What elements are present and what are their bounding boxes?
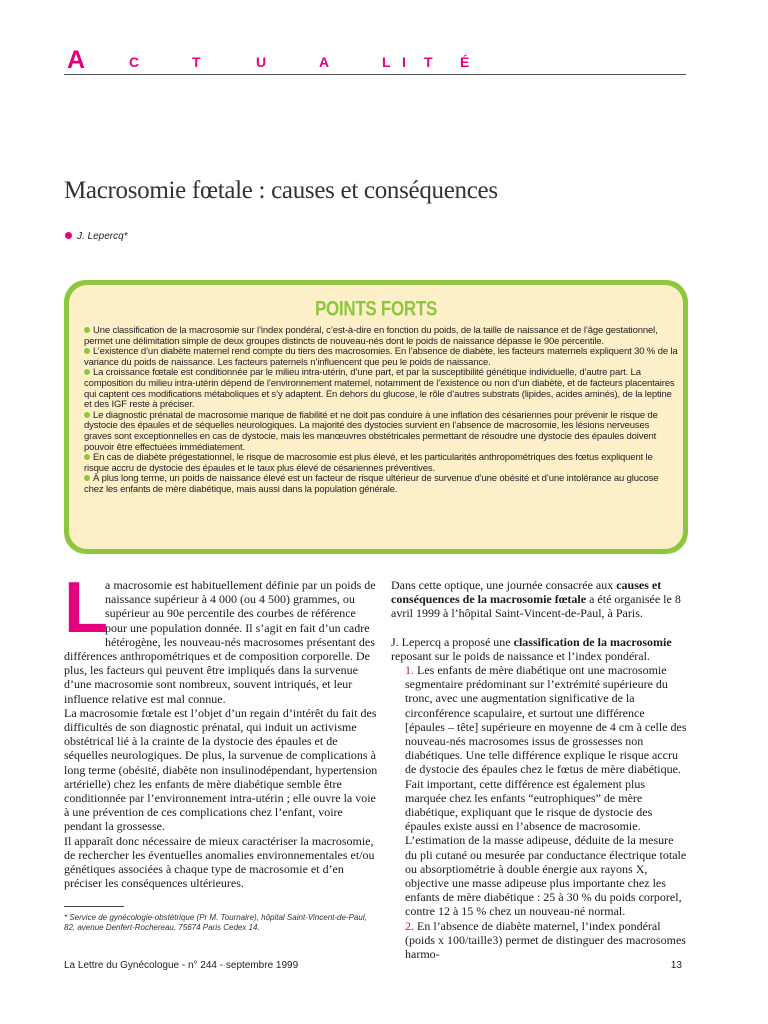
footnote-divider bbox=[64, 906, 124, 907]
green-bullet-icon bbox=[84, 327, 90, 333]
key-points-title: POINTS FORTS bbox=[314, 296, 438, 321]
header-letter: T bbox=[424, 54, 433, 70]
item-number: 1. bbox=[405, 663, 414, 678]
key-point: L’existence d’un diabète maternel rend compte du tiers des macrosomies. En l’absence de diabète, les facteurs maternels expliquent 30 % de la variance du poids de naissance. Les facteurs paternels n’influencent que peu le poids de naissance. bbox=[84, 346, 678, 368]
body-paragraph: J. Lepercq a proposé une classification de la macrosomie reposant sur le poids de naissance et l’index pondéral. bbox=[391, 634, 672, 663]
header-letter: É bbox=[460, 54, 470, 70]
key-points-list bbox=[84, 326, 678, 496]
body-paragraph: Il apparaît donc nécessaire de mieux caractériser la macrosomie, de rechercher les éventuelles anomalies environnementales et/ou génétiques associées à chaque type de macrosomie et d’en préciser les conséquences ultérieures. bbox=[64, 833, 375, 891]
header-letter: A bbox=[319, 54, 330, 70]
header-letter: I bbox=[402, 54, 406, 70]
journal-citation: La Lettre du Gynécologue - n° 244 - septembre 1999 bbox=[64, 960, 299, 971]
left-column bbox=[64, 568, 378, 891]
author-footnote: * Service de gynécologie-obstétrique (Pr M. Tournaire), hôpital Saint-Vincent-de-Paul, 82, avenue Denfert-Rochereau, 75674 Paris Cedex 14. bbox=[64, 913, 367, 932]
item-number: 2. bbox=[405, 918, 414, 933]
header-letter: A bbox=[67, 46, 86, 74]
author-line bbox=[65, 231, 128, 242]
paragraph-gap bbox=[391, 621, 687, 635]
key-points-box bbox=[64, 280, 688, 554]
numbered-item: 2. En l’absence de diabète maternel, l’index pondéral (poids x 100/taille3) permet de distinguer des macrosomes harmo- bbox=[405, 918, 686, 962]
bullet-dot bbox=[65, 232, 72, 239]
key-point: À plus long terme, un poids de naissance élevé est un facteur de risque ultérieur de survenue d’une obésité et d’une intolérance au glucose chez les enfants de mère diabétique, mais aussi dans la population générale. bbox=[84, 473, 659, 495]
green-bullet-icon bbox=[84, 475, 90, 481]
header-letter: L bbox=[382, 54, 391, 70]
header-letter: C bbox=[129, 54, 140, 70]
numbered-item: 1. Les enfants de mère diabétique ont une macrosomie segmentaire prédominant sur l’extrémité supérieure du tronc, avec une augmentation significative de la circonférence scapulaire, et surtout une différence [épaules – tête] supérieure en moyenne de 4 cm à celle des nouveau-nés macrosomes issus de grossesses non diabétiques. Une telle différence explique le risque accru de dystocie des épaules chez le fœtus de mère diabétique. Fait important, cette différence est également plus marquée chez les enfants “eutrophiques” de mère diabétique, expliquant que le risque de dystocie des épaules existe aussi en l’absence de macrosomie. L’estimation de la masse adipeuse, déduite de la mesure du pli cutané ou mesurée par conductance électrique totale ou absorptiométrie à double énergie aux rayons X, objective une masse adipeuse plus importante chez les enfants de mère diabétique : 25 à 30 % du poids corporel, contre 12 à 15 % chez un nouveau-né normal. bbox=[405, 663, 687, 919]
green-bullet-icon bbox=[84, 348, 90, 354]
drop-cap: L bbox=[64, 568, 108, 648]
key-point: La croissance fœtale est conditionnée par le milieu intra-utérin, d’une part, et par la susceptibilité génétique individuelle, d’autre part. La composition du milieu intra-utérin dépend de l’environnement maternel, notamment de l’existence ou non d’un diabète, et de facteurs placentaires qui captent ces modifications métaboliques et s’y adaptent. En dehors du glucose, le rôle d’autres substrats (lipides, acides aminés), de la leptine et des IGF reste à préciser. bbox=[84, 367, 675, 411]
green-bullet-icon bbox=[84, 369, 90, 375]
body-paragraph: La macrosomie fœtale est l’objet d’un regain d’intérêt du fait des difficultés de son diagnostic prénatal, qui induit un activisme obstétrical lié à la crainte de la dystocie des épaules et de séquelles neurologiques. De plus, la survenue de complications à long terme (obésité, diabète non insulinodépendant, hypertension artérielle) chez les enfants de mère diabétique semble être conditionnée par l’environnement intra-utérin ; elle ouvre la voie à une prévention de ces complications chez l’enfant, voire pendant la grossesse. bbox=[64, 705, 378, 834]
body-paragraph: a macrosomie est habituellement définie par un poids de naissance supérieur à 4 000 (ou 4 500) grammes, ou supérieur au 90e percentile des courbes de référence pour une population donnée. Il s’agit en fait d’un cadre hétérogène, les nouveau-nés macrosomes présentant des différences anthropométriques et de composition corporelle. De plus, les facteurs qui peuvent être impliqués dans la survenue d’une macrosomie sont nombreux, souvent intriqués, et leur influence relative est mal connue. bbox=[64, 578, 376, 706]
key-points-panel bbox=[69, 285, 683, 549]
page-number: 13 bbox=[670, 960, 682, 971]
section-header bbox=[64, 46, 686, 75]
green-bullet-icon bbox=[84, 412, 90, 418]
key-point: En cas de diabète prégestationnel, le risque de macrosomie est plus élevé, et les particularités anthropométriques des fœtus expliquent le risque accru de dystocie des épaules et le taux plus élevé de césariennes préventives. bbox=[84, 452, 653, 474]
article-title: Macrosomie fœtale : causes et conséquences bbox=[64, 177, 498, 204]
right-column bbox=[391, 578, 687, 961]
key-point: Le diagnostic prénatal de macrosomie manque de fiabilité et ne doit pas conduire à une inflation des césariennes pour prévenir le risque de dystocie des épaules et de séquelles neurologiques. La majorité des dystocies survient en l’absence de macrosomie, les lésions nerveuses graves sont exceptionnelles en cas de dystocie, mais les manœuvres obstétricales permettant de résoudre une dystocie des épaules doivent pouvoir être effectuées immédiatement. bbox=[84, 409, 658, 453]
green-bullet-icon bbox=[84, 454, 90, 460]
header-letter: T bbox=[192, 54, 201, 70]
header-letter: U bbox=[256, 54, 267, 70]
body-paragraph: Dans cette optique, une journée consacrée aux causes et conséquences de la macrosomie fœtale a été organisée le 8 avril 1999 à l’hôpital Saint-Vincent-de-Paul, à Paris. bbox=[391, 578, 681, 621]
key-point: Une classification de la macrosomie sur l’index pondéral, c’est-à-dire en fonction du poids, de la taille de naissance et de l’âge gestationnel, permet une délimitation simple de deux groupes distincts de nouveau-nés dont le poids de naissance dépasse le 90e percentile. bbox=[84, 325, 658, 347]
author-name: J. Lepercq* bbox=[77, 231, 128, 242]
